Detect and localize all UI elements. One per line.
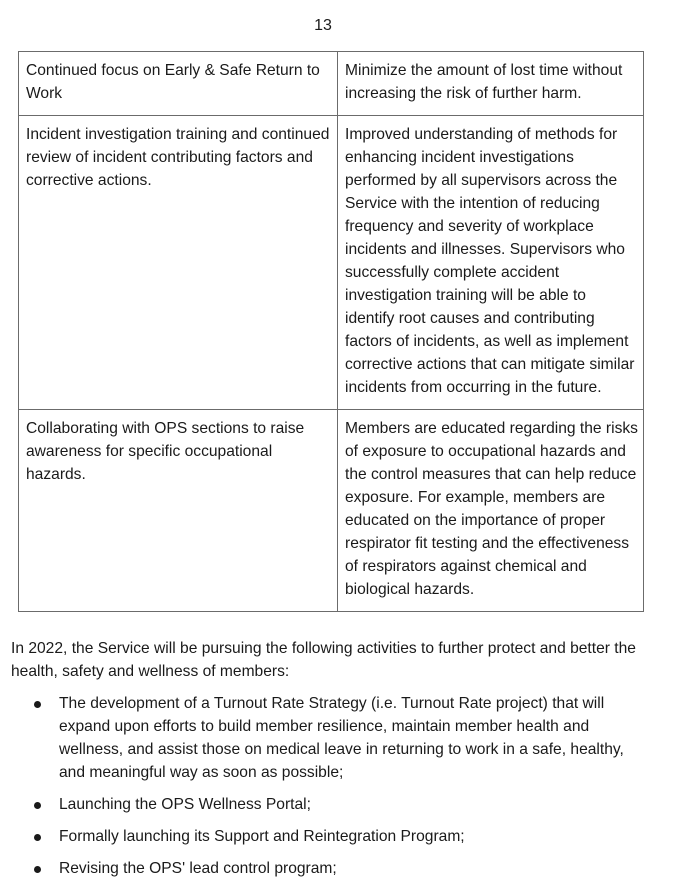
list-item — [0, 857, 677, 880]
page-number: 13 — [314, 17, 332, 34]
table-cell-initiative: Continued focus on Early & Safe Return to Work — [19, 52, 338, 116]
list-item — [0, 793, 677, 816]
bullet-icon — [34, 834, 41, 841]
list-item-text: The development of a Turnout Rate Strategy (i.e. Turnout Rate project) that will expand upon efforts to build member resilience, maintain member health and wellness, and assist those on medical leave in returning to work in a safe, healthy, and meaningful way as soon as possible; — [59, 695, 624, 781]
list-item-text: Launching the OPS Wellness Portal; — [59, 796, 311, 813]
table-cell-initiative: Incident investigation training and continued review of incident contributing factors and corrective actions. — [19, 116, 338, 410]
bullet-icon — [34, 802, 41, 809]
table-cell-outcome: Members are educated regarding the risks of exposure to occupational hazards and the control measures that can help reduce exposure. For example, members are educated on the importance of proper respirator fit testing and the effectiveness of respirators against chemical and biological hazards. — [338, 410, 644, 612]
list-item — [0, 825, 677, 848]
activities-list — [0, 692, 677, 889]
list-item-text: Formally launching its Support and Reintegration Program; — [59, 828, 465, 845]
initiatives-table — [18, 51, 644, 612]
table-row — [19, 52, 644, 116]
intro-paragraph: In 2022, the Service will be pursuing the following activities to further protect and better the health, safety and wellness of members: — [11, 640, 636, 680]
table-cell-outcome: Improved understanding of methods for enhancing incident investigations performed by all supervisors across the Service with the intention of reducing frequency and severity of workplace incidents and illnesses. Supervisors who successfully complete accident investigation training will be able to identify root causes and contributing factors of incidents, as well as implement corrective actions that can mitigate similar incidents from occurring in the future. — [338, 116, 644, 410]
bullet-icon — [34, 866, 41, 873]
bullet-icon — [34, 701, 41, 708]
list-item-text: Revising the OPS' lead control program; — [59, 860, 337, 877]
table-cell-initiative: Collaborating with OPS sections to raise awareness for specific occupational hazards. — [19, 410, 338, 612]
table-cell-outcome: Minimize the amount of lost time without increasing the risk of further harm. — [338, 52, 644, 116]
list-item — [0, 692, 677, 784]
table-row — [19, 116, 644, 410]
table-row — [19, 410, 644, 612]
